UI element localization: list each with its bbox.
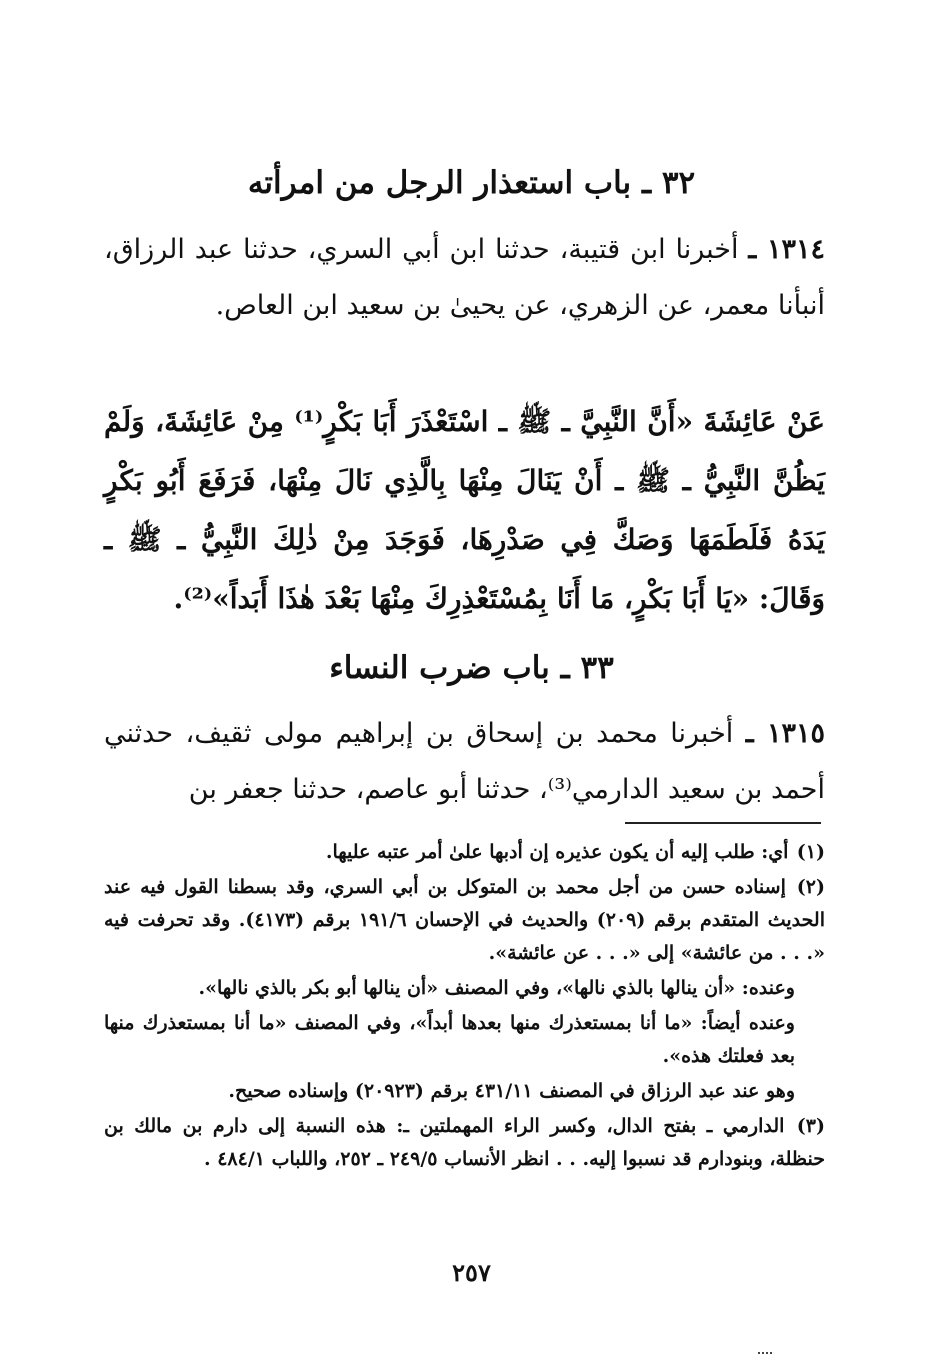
hadith-1314-number: ١٣١٤ ـ [748,234,825,265]
chapter-33-title: ٣٣ ـ باب ضرب النساء [329,650,614,686]
footnote-2 [104,871,825,970]
hadith-1315-number: ١٣١٥ ـ [745,718,825,749]
footnote-3-text: الدارمي ـ بفتح الدال، وكسر الراء المهملتين ـ: هذه النسبة إلى دارم بن مالك بن حنظلة، وبنودارم قد نسبوا إليه. . . انظر الأنساب ٢٤٩/٥ ـ ٢٥٢، واللباب ٤٨٤/١ . [104,1115,825,1170]
hadith-1315-isnad-paragraph [104,706,825,818]
footnote-2-paragraph-3: وعنده أيضاً: «ما أنا بمستعذرك منها بعدها أبداً»، وفي المصنف «ما أنا بمستعذرك منها بعد فعلتك هذه». [104,1012,795,1067]
page-number: ٢٥٧ [452,1258,491,1287]
hadith-1315-isnad: أخبرنا محمد بن إسحاق بن إبراهيم مولى ثقيف، حدثني أحمد بن سعيد الدارمي⁽³⁾، حدثنا أبو عاصم، حدثنا جعفر بن [104,718,825,805]
footnote-2-mark: (٢) [796,876,825,898]
hadith-1314-matn: عَنْ عَائِشَةَ «أَنَّ النَّبِيَّ ـ ﷺ ـ اسْتَعْذَرَ أَبَا بَكْرٍ⁽¹⁾ مِنْ عَائِشَةَ، وَلَمْ يَظُنَّ النَّبِيُّ ـ ﷺ ـ أَنْ يَنَالَ مِنْهَا بِالَّذِي نَالَ مِنْهَا، فَرَفَعَ أَبُو بَكْرٍ يَدَهُ فَلَطَمَهَا وَصَكَّ فِي صَدْرِهَا، فَوَجَدَ مِنْ ذٰلِكَ النَّبِيُّ ـ ﷺ ـ وَقَالَ: «يَا أَبَا بَكْرٍ، مَا أَنَا بِمُسْتَعْذِرِكَ مِنْهَا بَعْدَ هٰذَا أَبَداً»⁽²⁾. [104,405,826,615]
footnote-3 [104,1110,825,1176]
footnote-1-text: أي: طلب إليه أن يكون عذيره إن أدبها علىٰ أمر عتبه عليها. [325,841,789,863]
chapter-32-title: ٣٢ ـ باب استعذار الرجل من امرأته [247,165,696,201]
footnote-3-mark: (٣) [796,1115,825,1137]
footnote-1-mark: (١) [796,841,825,863]
footnote-2-paragraph-2: وعنده: «أن ينالها بالذي نالها»، وفي المصنف «أن ينالها أبو بكر بالذي نالها». [198,977,795,999]
footnote-separator [625,822,821,824]
hadith-1314-isnad-paragraph [104,222,825,334]
footnote-2-paragraph-4: وهو عند عبد الرزاق في المصنف ٤٣١/١١ برقم (٢٠٩٢٣) وإسناده صحيح. [228,1080,795,1102]
hadith-1314-isnad: أخبرنا ابن قتيبة، حدثنا ابن أبي السري، حدثنا عبد الرزاق، أنبأنا معمر، عن الزهري، عن يحيىٰ بن سعيد ابن العاص. [104,234,825,321]
footnote-2-text: إسناده حسن من أجل محمد بن المتوكل بن أبي السري، وقد بسطنا القول فيه عند الحديث المتقدم برقم (٢٠٩) والحديث في الإحسان ١٩١/٦ برقم (٤١٧٣). وقد تحرفت فيه «. . . من عائشة» إلى «. . . عن عائشة». [104,876,825,964]
footnotes [104,836,825,1178]
footnote-1 [104,836,825,869]
scan-artifact [758,1352,772,1358]
